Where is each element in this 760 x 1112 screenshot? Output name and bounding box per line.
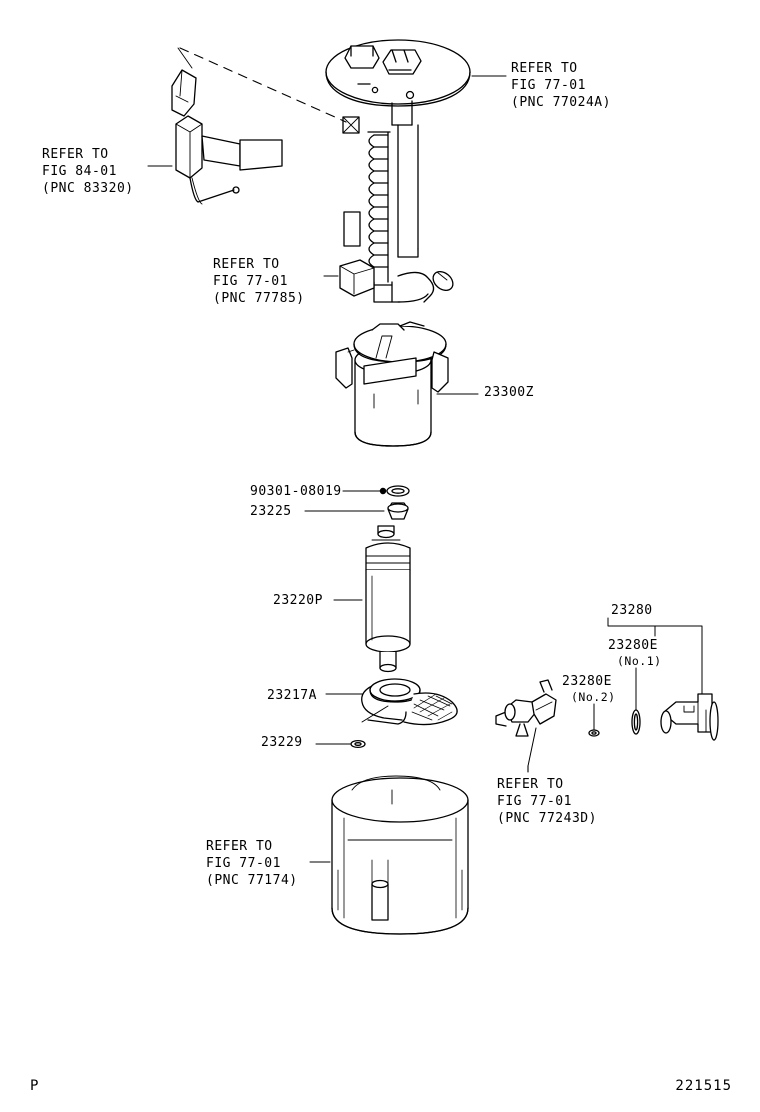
callout-refer-77024a: REFER TO bbox=[511, 61, 578, 76]
callout-refer-77785-line2: FIG 77-01 bbox=[213, 274, 288, 289]
part-number-23220p: 23220P bbox=[273, 593, 323, 608]
part-number-23280e-no2-suffix: (No.2) bbox=[571, 690, 616, 704]
callout-refer-77243d-line2: FIG 77-01 bbox=[497, 794, 572, 809]
callout-refer-83320-line2: FIG 84-01 bbox=[42, 164, 117, 179]
grommet-23225 bbox=[305, 503, 408, 519]
fuel-sender-gauge-unit bbox=[172, 48, 346, 204]
fuel-pump-23220p bbox=[334, 526, 410, 672]
callout-refer-77785: REFER TO bbox=[213, 257, 280, 272]
suction-filter-23217a bbox=[326, 679, 457, 725]
callout-refer-77024a-line3: (PNC 77024A) bbox=[511, 95, 611, 110]
callout-refer-77243d-line3: (PNC 77243D) bbox=[497, 811, 597, 826]
callout-refer-77024a-line2: FIG 77-01 bbox=[511, 78, 586, 93]
part-number-23280e-no1-suffix: (No.1) bbox=[617, 654, 662, 668]
callout-leader-lines bbox=[148, 76, 528, 772]
callout-refer-77174-line3: (PNC 77174) bbox=[206, 873, 298, 888]
callout-refer-83320: REFER TO bbox=[42, 147, 109, 162]
part-number-23280e-no1: 23280E bbox=[608, 638, 658, 653]
callout-refer-77174-line2: FIG 77-01 bbox=[206, 856, 281, 871]
part-number-23225: 23225 bbox=[250, 504, 292, 519]
callout-refer-77785-line3: (PNC 77785) bbox=[213, 291, 305, 306]
fuel-suction-plate-assembly bbox=[326, 40, 470, 302]
part-number-23229: 23229 bbox=[261, 735, 303, 750]
part-number-23280e-no2: 23280E bbox=[562, 674, 612, 689]
callout-refer-77174: REFER TO bbox=[206, 839, 273, 854]
callout-refer-83320-line3: (PNC 83320) bbox=[42, 181, 134, 196]
page-mark: P bbox=[30, 1078, 40, 1094]
part-number-23217a: 23217A bbox=[267, 688, 317, 703]
fuel-pump-case-77174 bbox=[310, 776, 468, 934]
part-number-23280: 23280 bbox=[611, 603, 653, 618]
part-number-90301-08019: 90301-08019 bbox=[250, 484, 342, 499]
sheet-number: 221515 bbox=[675, 1078, 732, 1094]
oring-90301-08019 bbox=[343, 486, 409, 496]
part-number-23300z: 23300Z bbox=[484, 385, 534, 400]
callout-refer-77243d: REFER TO bbox=[497, 777, 564, 792]
fuel-filter-23300z bbox=[336, 322, 478, 446]
oring-23229 bbox=[316, 706, 388, 747]
